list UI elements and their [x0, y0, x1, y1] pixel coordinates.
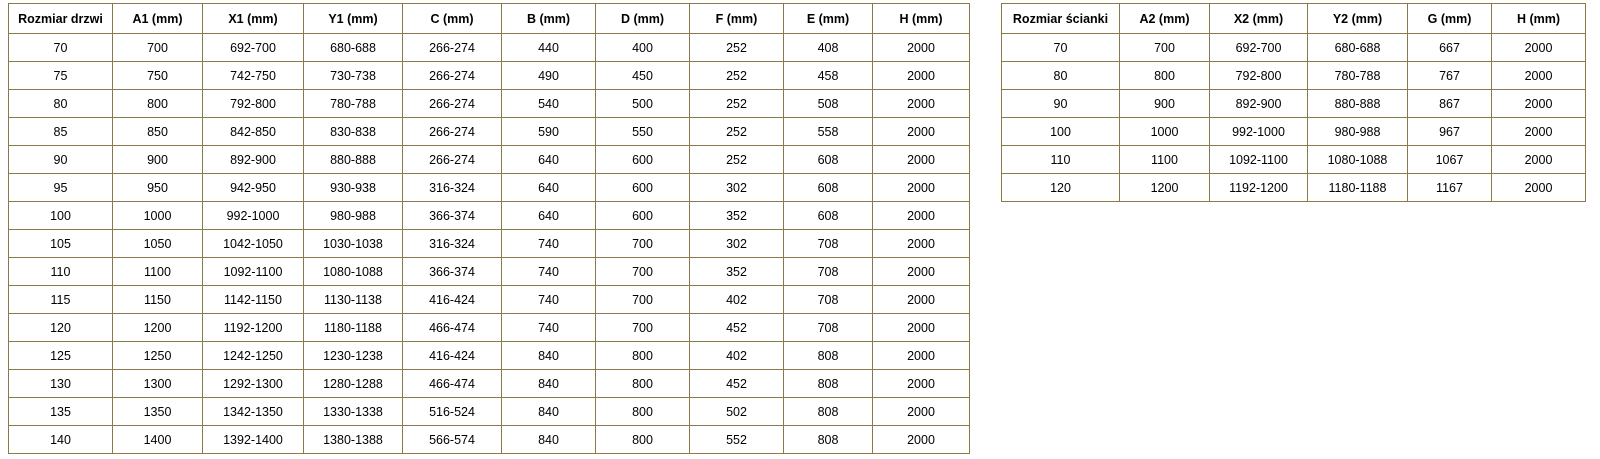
doors-table-cell: 402 [690, 342, 784, 370]
wall-table-cell: 1192-1200 [1210, 174, 1308, 202]
doors-table-cell: 2000 [873, 202, 970, 230]
wall-table-head [1002, 4, 1586, 34]
doors-table-cell: 1092-1100 [203, 258, 304, 286]
doors-table-cell: 90 [9, 146, 113, 174]
doors-table-cell: 640 [502, 146, 596, 174]
table-row [1002, 174, 1586, 202]
doors-table-cell: 708 [784, 286, 873, 314]
wall-table-cell: 880-888 [1308, 90, 1408, 118]
doors-table-cell: 2000 [873, 174, 970, 202]
doors-dimensions-table-container [8, 3, 970, 454]
doors-table-cell: 608 [784, 146, 873, 174]
doors-table-column-header: C (mm) [403, 4, 502, 34]
doors-table-column-header: X1 (mm) [203, 4, 304, 34]
table-row [9, 174, 970, 202]
table-row [9, 370, 970, 398]
doors-table-cell: 75 [9, 62, 113, 90]
table-row [9, 230, 970, 258]
doors-table-column-header: B (mm) [502, 4, 596, 34]
doors-table-column-header: E (mm) [784, 4, 873, 34]
doors-table-cell: 352 [690, 258, 784, 286]
doors-table-head [9, 4, 970, 34]
doors-table-cell: 266-274 [403, 118, 502, 146]
doors-table-cell: 700 [596, 286, 690, 314]
doors-table-cell: 992-1000 [203, 202, 304, 230]
doors-table-cell: 800 [113, 90, 203, 118]
doors-table-cell: 550 [596, 118, 690, 146]
wall-table-column-header: Y2 (mm) [1308, 4, 1408, 34]
wall-table-cell: 1000 [1120, 118, 1210, 146]
doors-table-cell: 120 [9, 314, 113, 342]
doors-table-cell: 708 [784, 230, 873, 258]
wall-table-cell: 2000 [1492, 90, 1586, 118]
wall-table-column-header: H (mm) [1492, 4, 1586, 34]
doors-table-cell: 266-274 [403, 62, 502, 90]
wall-table-cell: 100 [1002, 118, 1120, 146]
doors-table-cell: 416-424 [403, 286, 502, 314]
wall-table-cell: 867 [1408, 90, 1492, 118]
doors-table-cell: 808 [784, 398, 873, 426]
doors-table-cell: 540 [502, 90, 596, 118]
doors-table-cell: 600 [596, 202, 690, 230]
wall-table-body [1002, 34, 1586, 202]
doors-table-cell: 2000 [873, 314, 970, 342]
table-row [9, 286, 970, 314]
table-row [9, 202, 970, 230]
table-row [9, 90, 970, 118]
doors-table-cell: 95 [9, 174, 113, 202]
doors-table-cell: 800 [596, 370, 690, 398]
doors-table-cell: 400 [596, 34, 690, 62]
doors-table-cell: 2000 [873, 230, 970, 258]
doors-table-cell: 70 [9, 34, 113, 62]
doors-table-cell: 1242-1250 [203, 342, 304, 370]
doors-table-cell: 452 [690, 314, 784, 342]
doors-table-cell: 466-474 [403, 370, 502, 398]
wall-table-cell: 2000 [1492, 62, 1586, 90]
wall-table-column-header: Rozmiar ścianki [1002, 4, 1120, 34]
doors-table-cell: 1392-1400 [203, 426, 304, 454]
table-row [9, 342, 970, 370]
wall-table-cell: 667 [1408, 34, 1492, 62]
doors-table-cell: 1300 [113, 370, 203, 398]
table-row [9, 146, 970, 174]
doors-table-cell: 508 [784, 90, 873, 118]
wall-table-column-header: X2 (mm) [1210, 4, 1308, 34]
doors-table-cell: 490 [502, 62, 596, 90]
wall-table-cell: 110 [1002, 146, 1120, 174]
doors-table-cell: 1100 [113, 258, 203, 286]
table-row [1002, 62, 1586, 90]
wall-table-cell: 792-800 [1210, 62, 1308, 90]
doors-table-cell: 1400 [113, 426, 203, 454]
doors-table-cell: 1130-1138 [304, 286, 403, 314]
doors-table-column-header: Y1 (mm) [304, 4, 403, 34]
doors-table-cell: 808 [784, 342, 873, 370]
wall-table-cell: 2000 [1492, 146, 1586, 174]
doors-table-cell: 558 [784, 118, 873, 146]
doors-table-cell: 708 [784, 258, 873, 286]
table-row [9, 314, 970, 342]
doors-table-cell: 85 [9, 118, 113, 146]
doors-table-cell: 352 [690, 202, 784, 230]
doors-table-cell: 252 [690, 118, 784, 146]
wall-table-cell: 780-788 [1308, 62, 1408, 90]
doors-table-cell: 316-324 [403, 230, 502, 258]
doors-table-cell: 742-750 [203, 62, 304, 90]
doors-table-cell: 1192-1200 [203, 314, 304, 342]
doors-table-cell: 366-374 [403, 258, 502, 286]
doors-table-column-header: A1 (mm) [113, 4, 203, 34]
table-row [9, 258, 970, 286]
doors-table-cell: 640 [502, 202, 596, 230]
doors-table-cell: 466-474 [403, 314, 502, 342]
doors-table-cell: 110 [9, 258, 113, 286]
doors-table-cell: 366-374 [403, 202, 502, 230]
doors-table-cell: 1280-1288 [304, 370, 403, 398]
table-header-row [9, 4, 970, 34]
wall-table-cell: 80 [1002, 62, 1120, 90]
doors-table-cell: 792-800 [203, 90, 304, 118]
wall-table-cell: 1180-1188 [1308, 174, 1408, 202]
doors-table-cell: 1150 [113, 286, 203, 314]
wall-dimensions-table [1001, 3, 1586, 202]
wall-table-cell: 980-988 [1308, 118, 1408, 146]
doors-table-cell: 2000 [873, 118, 970, 146]
wall-table-cell: 680-688 [1308, 34, 1408, 62]
doors-table-cell: 252 [690, 62, 784, 90]
doors-table-cell: 140 [9, 426, 113, 454]
doors-table-cell: 252 [690, 34, 784, 62]
doors-table-cell: 808 [784, 426, 873, 454]
wall-table-cell: 800 [1120, 62, 1210, 90]
wall-table-cell: 120 [1002, 174, 1120, 202]
wall-table-cell: 1092-1100 [1210, 146, 1308, 174]
doors-table-cell: 1200 [113, 314, 203, 342]
table-row [9, 34, 970, 62]
table-row [1002, 146, 1586, 174]
wall-table-cell: 1067 [1408, 146, 1492, 174]
doors-table-cell: 2000 [873, 398, 970, 426]
doors-table-cell: 600 [596, 146, 690, 174]
wall-table-cell: 2000 [1492, 174, 1586, 202]
doors-table-cell: 740 [502, 230, 596, 258]
doors-table-cell: 2000 [873, 426, 970, 454]
wall-table-column-header: G (mm) [1408, 4, 1492, 34]
doors-table-cell: 1342-1350 [203, 398, 304, 426]
wall-table-cell: 700 [1120, 34, 1210, 62]
doors-table-cell: 500 [596, 90, 690, 118]
doors-table-cell: 80 [9, 90, 113, 118]
doors-table-cell: 1250 [113, 342, 203, 370]
doors-table-cell: 600 [596, 174, 690, 202]
doors-table-cell: 880-888 [304, 146, 403, 174]
doors-table-cell: 830-838 [304, 118, 403, 146]
table-row [1002, 34, 1586, 62]
wall-table-cell: 767 [1408, 62, 1492, 90]
doors-table-cell: 252 [690, 90, 784, 118]
doors-dimensions-table [8, 3, 970, 454]
doors-table-cell: 700 [113, 34, 203, 62]
doors-table-cell: 2000 [873, 90, 970, 118]
doors-table-cell: 2000 [873, 146, 970, 174]
doors-table-cell: 105 [9, 230, 113, 258]
doors-table-cell: 700 [596, 230, 690, 258]
doors-table-cell: 2000 [873, 258, 970, 286]
doors-table-cell: 302 [690, 230, 784, 258]
doors-table-cell: 1180-1188 [304, 314, 403, 342]
wall-table-column-header: A2 (mm) [1120, 4, 1210, 34]
doors-table-cell: 800 [596, 426, 690, 454]
doors-table-cell: 840 [502, 370, 596, 398]
table-row [1002, 118, 1586, 146]
doors-table-cell: 1030-1038 [304, 230, 403, 258]
doors-table-cell: 566-574 [403, 426, 502, 454]
doors-table-column-header: F (mm) [690, 4, 784, 34]
doors-table-cell: 700 [596, 258, 690, 286]
wall-table-cell: 1100 [1120, 146, 1210, 174]
doors-table-cell: 750 [113, 62, 203, 90]
doors-table-cell: 1350 [113, 398, 203, 426]
doors-table-cell: 1292-1300 [203, 370, 304, 398]
doors-table-cell: 842-850 [203, 118, 304, 146]
doors-table-cell: 740 [502, 258, 596, 286]
doors-table-cell: 740 [502, 286, 596, 314]
doors-table-cell: 1050 [113, 230, 203, 258]
doors-table-cell: 840 [502, 426, 596, 454]
table-row [9, 398, 970, 426]
wall-table-cell: 2000 [1492, 34, 1586, 62]
wall-table-cell: 992-1000 [1210, 118, 1308, 146]
doors-table-cell: 450 [596, 62, 690, 90]
doors-table-cell: 800 [596, 342, 690, 370]
doors-table-column-header: D (mm) [596, 4, 690, 34]
doors-table-cell: 302 [690, 174, 784, 202]
doors-table-cell: 2000 [873, 286, 970, 314]
table-row [1002, 90, 1586, 118]
doors-table-cell: 840 [502, 398, 596, 426]
doors-table-cell: 2000 [873, 34, 970, 62]
doors-table-cell: 266-274 [403, 146, 502, 174]
doors-table-cell: 115 [9, 286, 113, 314]
doors-table-cell: 1142-1150 [203, 286, 304, 314]
doors-table-cell: 516-524 [403, 398, 502, 426]
wall-table-cell: 692-700 [1210, 34, 1308, 62]
wall-table-cell: 1080-1088 [1308, 146, 1408, 174]
doors-table-cell: 1330-1338 [304, 398, 403, 426]
wall-table-cell: 1167 [1408, 174, 1492, 202]
doors-table-cell: 416-424 [403, 342, 502, 370]
doors-table-cell: 840 [502, 342, 596, 370]
wall-table-cell: 900 [1120, 90, 1210, 118]
doors-table-cell: 700 [596, 314, 690, 342]
doors-table-cell: 608 [784, 174, 873, 202]
table-header-row [1002, 4, 1586, 34]
doors-table-column-header: Rozmiar drzwi [9, 4, 113, 34]
doors-table-cell: 1042-1050 [203, 230, 304, 258]
doors-table-cell: 942-950 [203, 174, 304, 202]
doors-table-cell: 1080-1088 [304, 258, 403, 286]
doors-table-cell: 900 [113, 146, 203, 174]
doors-table-cell: 100 [9, 202, 113, 230]
doors-table-cell: 402 [690, 286, 784, 314]
doors-table-cell: 1000 [113, 202, 203, 230]
doors-table-cell: 980-988 [304, 202, 403, 230]
doors-table-cell: 266-274 [403, 34, 502, 62]
doors-table-cell: 2000 [873, 62, 970, 90]
doors-table-cell: 730-738 [304, 62, 403, 90]
table-row [9, 426, 970, 454]
doors-table-cell: 1230-1238 [304, 342, 403, 370]
doors-table-cell: 135 [9, 398, 113, 426]
doors-table-cell: 130 [9, 370, 113, 398]
doors-table-cell: 740 [502, 314, 596, 342]
wall-table-cell: 892-900 [1210, 90, 1308, 118]
wall-table-cell: 90 [1002, 90, 1120, 118]
doors-table-cell: 1380-1388 [304, 426, 403, 454]
doors-table-cell: 458 [784, 62, 873, 90]
wall-table-cell: 1200 [1120, 174, 1210, 202]
doors-table-cell: 800 [596, 398, 690, 426]
doors-table-cell: 266-274 [403, 90, 502, 118]
doors-table-cell: 680-688 [304, 34, 403, 62]
doors-table-cell: 452 [690, 370, 784, 398]
doors-table-cell: 780-788 [304, 90, 403, 118]
doors-table-body [9, 34, 970, 454]
wall-table-cell: 70 [1002, 34, 1120, 62]
doors-table-cell: 408 [784, 34, 873, 62]
doors-table-cell: 252 [690, 146, 784, 174]
doors-table-cell: 2000 [873, 370, 970, 398]
doors-table-cell: 808 [784, 370, 873, 398]
doors-table-cell: 640 [502, 174, 596, 202]
doors-table-cell: 930-938 [304, 174, 403, 202]
doors-table-cell: 590 [502, 118, 596, 146]
doors-table-cell: 440 [502, 34, 596, 62]
wall-dimensions-table-container [1001, 3, 1586, 202]
table-row [9, 62, 970, 90]
doors-table-cell: 608 [784, 202, 873, 230]
doors-table-cell: 316-324 [403, 174, 502, 202]
doors-table-cell: 552 [690, 426, 784, 454]
table-row [9, 118, 970, 146]
doors-table-cell: 708 [784, 314, 873, 342]
wall-table-cell: 967 [1408, 118, 1492, 146]
doors-table-column-header: H (mm) [873, 4, 970, 34]
doors-table-cell: 892-900 [203, 146, 304, 174]
doors-table-cell: 502 [690, 398, 784, 426]
doors-table-cell: 950 [113, 174, 203, 202]
doors-table-cell: 125 [9, 342, 113, 370]
wall-table-cell: 2000 [1492, 118, 1586, 146]
doors-table-cell: 692-700 [203, 34, 304, 62]
doors-table-cell: 2000 [873, 342, 970, 370]
doors-table-cell: 850 [113, 118, 203, 146]
